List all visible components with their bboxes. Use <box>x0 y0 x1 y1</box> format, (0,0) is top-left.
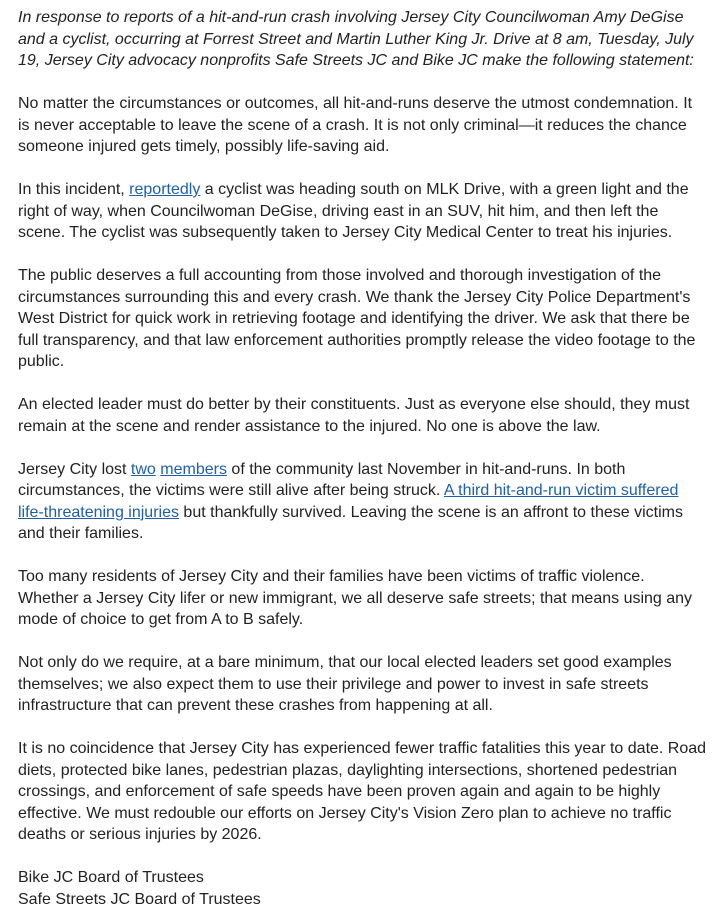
paragraph-condemnation: No matter the circumstances or outcomes, all hit-and-runs deserve the utmost condemnation. It is never acceptable to leave the scene of a crash. It is not only criminal—it reduces the chance someone injured gets timely, possibly life-saving aid. <box>18 95 693 155</box>
signature-bike-jc: Bike JC Board of Trustees <box>18 869 204 886</box>
paragraph-traffic-violence: Too many residents of Jersey City and their families have been victims of traffic violence. Whether a Jersey City lifer or new immigrant, we all deserve safe streets; that means using any mode of choice to get from A to B safely. <box>18 568 693 628</box>
third-victim-link[interactable]: A third hit-and-run victim suffered life-threatening injuries <box>18 482 679 521</box>
signature-safe-streets-jc: Safe Streets JC Board of Trustees <box>18 890 261 908</box>
incident-text-end: a cyclist was heading south on MLK Drive, with a green light and the right of way, when Councilwoman DeGise, driving east in an SUV, hit him, and then left the scene. The cyclist was subsequently taken to Jersey City Medical Center to treat his injuries. <box>18 181 689 241</box>
incident-text-start: In this incident, <box>18 181 130 198</box>
intro-paragraph: In response to reports of a hit-and-run crash involving Jersey City Councilwoman Amy DeGise and a cyclist, occurring at Forrest Street and Martin Luther King Jr. Drive at 8 am, Tuesday, July 19, Jersey City advocacy nonprofits Safe Streets JC and Bike JC make the following statement: <box>18 9 694 69</box>
members-link[interactable]: members <box>160 460 227 478</box>
lost-text-1: Jersey City lost <box>18 460 131 478</box>
paragraph-accounting: The public deserves a full accounting from those involved and thorough investigation of the circumstances surrounding this and every crash. We thank the Jersey City Police Department's West District for quick work in retrieving footage and identifying the driver. We ask that there be full transparency, and that law enforcement authorities promptly release the video footage to the public. <box>18 267 696 370</box>
paragraph-elected-leader: An elected leader must do better by their constituents. Just as everyone else should, they must remain at the scene and render assistance to the injured. No one is above the law. <box>18 396 690 435</box>
reportedly-link[interactable]: reportedly <box>129 181 201 198</box>
paragraph-vision-zero: It is no coincidence that Jersey City has experienced fewer traffic fatalities this year to date. Road diets, protected bike lanes, pedestrian plazas, daylighting intersections, shortened pedestrian crossings, and enforcement of safe speeds have been proven again and again to be highly effective. We must redouble our efforts on Jersey City's Vision Zero plan to achieve no traffic deaths or serious injuries by 2026. <box>18 740 707 843</box>
lost-text-3: of the community last November in hit-and-runs. In both circumstances, the victims were still alive after being struck. <box>18 460 626 499</box>
paragraph-require: Not only do we require, at a bare minimum, that our local elected leaders set good examples themselves; we also expect them to use their privilege and power to invest in safe streets infrastructure that can prevent these crashes from happening at all. <box>18 654 672 714</box>
paragraph-jersey-city-lost <box>18 459 708 545</box>
lost-text-4: but thankfully survived. Leaving the scene is an affront to these victims and their families. <box>18 503 683 542</box>
two-link[interactable]: two <box>130 460 156 478</box>
statement-document <box>18 7 708 910</box>
paragraph-incident <box>18 179 708 244</box>
